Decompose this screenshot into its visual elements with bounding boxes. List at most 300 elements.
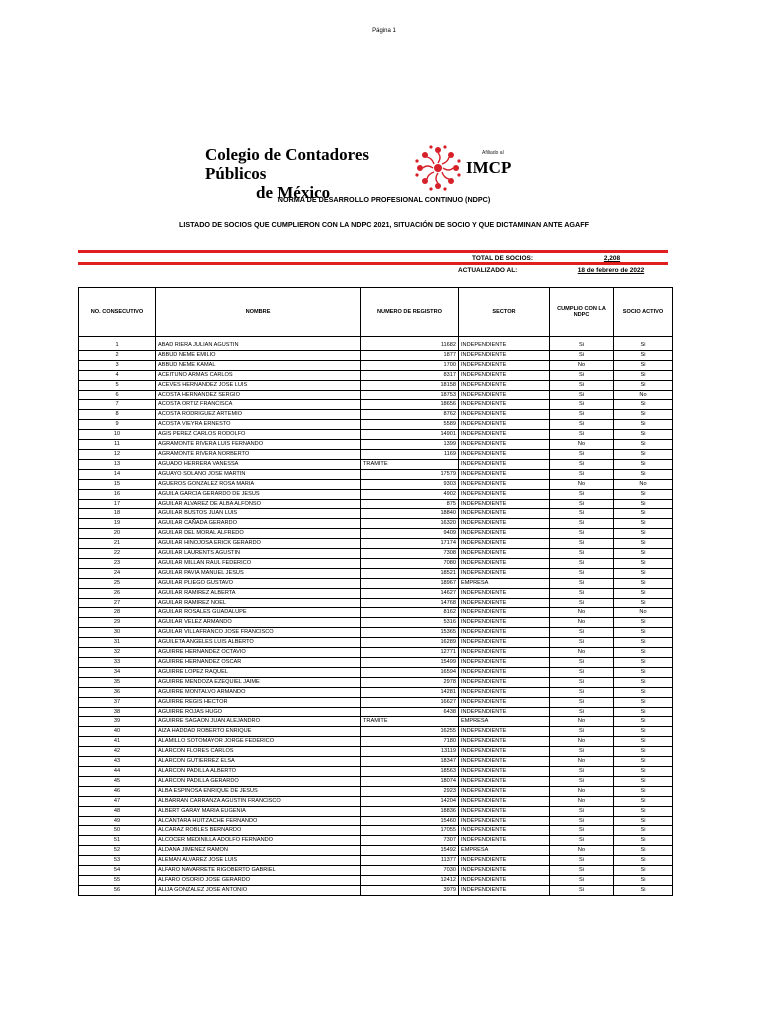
registration-status: TRAMITE xyxy=(363,460,388,467)
cell-active-member: Si xyxy=(614,885,673,895)
cell-sector: INDEPENDIENTE xyxy=(459,707,550,717)
cell-active-member: Si xyxy=(614,568,673,578)
total-members-label: TOTAL DE SOCIOS: xyxy=(472,255,534,262)
table-row xyxy=(79,449,673,459)
cell-registration xyxy=(361,459,459,469)
cell-active-member: Si xyxy=(614,766,673,776)
cell-name: AGUILETA ANGELES LUIS ALBERTO xyxy=(156,638,361,648)
cell-active-member: Si xyxy=(614,440,673,450)
registration-number: 4902 xyxy=(443,490,456,497)
cell-ndpc-compliance: Si xyxy=(550,469,614,479)
cell-ndpc-compliance: Si xyxy=(550,638,614,648)
column-header-consecutive: NO. CONSECUTIVO xyxy=(79,288,156,337)
cell-ndpc-compliance: Si xyxy=(550,687,614,697)
cell-sector: INDEPENDIENTE xyxy=(459,677,550,687)
cell-registration xyxy=(361,539,459,549)
table-row xyxy=(79,727,673,737)
registration-number: 1700 xyxy=(443,361,456,368)
cell-consecutive: 32 xyxy=(79,648,156,658)
cell-sector: INDEPENDIENTE xyxy=(459,440,550,450)
cell-name: AGRAMONTE RIVERA LUIS FERNANDO xyxy=(156,440,361,450)
cell-ndpc-compliance: Si xyxy=(550,549,614,559)
cell-registration xyxy=(361,410,459,420)
cell-name: AGUAYO SOLANO JOSE MARTIN xyxy=(156,469,361,479)
cell-sector: INDEPENDIENTE xyxy=(459,776,550,786)
cell-active-member: Si xyxy=(614,410,673,420)
cell-consecutive: 16 xyxy=(79,489,156,499)
cell-consecutive: 19 xyxy=(79,519,156,529)
cell-active-member: Si xyxy=(614,727,673,737)
cell-ndpc-compliance: No xyxy=(550,717,614,727)
cell-ndpc-compliance: Si xyxy=(550,806,614,816)
table-row xyxy=(79,558,673,568)
cell-ndpc-compliance: Si xyxy=(550,509,614,519)
cell-active-member: Si xyxy=(614,509,673,519)
cell-consecutive: 23 xyxy=(79,558,156,568)
cell-registration xyxy=(361,786,459,796)
cell-active-member: Si xyxy=(614,459,673,469)
cell-ndpc-compliance: No xyxy=(550,846,614,856)
cell-sector: INDEPENDIENTE xyxy=(459,687,550,697)
cell-consecutive: 7 xyxy=(79,400,156,410)
cell-registration xyxy=(361,430,459,440)
cell-sector: INDEPENDIENTE xyxy=(459,697,550,707)
cell-name: AGUIRRE MONTALVO ARMANDO xyxy=(156,687,361,697)
cell-active-member: Si xyxy=(614,449,673,459)
cell-name: ACOSTA ORTIZ FRANCISCA xyxy=(156,400,361,410)
red-divider-top xyxy=(78,250,668,253)
table-row xyxy=(79,479,673,489)
cell-active-member: Si xyxy=(614,776,673,786)
cell-sector: INDEPENDIENTE xyxy=(459,875,550,885)
cell-consecutive: 9 xyxy=(79,420,156,430)
cell-ndpc-compliance: Si xyxy=(550,677,614,687)
cell-consecutive: 49 xyxy=(79,816,156,826)
cell-name: ABBUD NEME KAMAL xyxy=(156,360,361,370)
cell-ndpc-compliance: Si xyxy=(550,826,614,836)
cell-sector: INDEPENDIENTE xyxy=(459,360,550,370)
cell-sector: INDEPENDIENTE xyxy=(459,766,550,776)
table-row xyxy=(79,648,673,658)
cell-active-member: Si xyxy=(614,687,673,697)
cell-name: ALIJA GONZALEZ JOSE ANTONIO xyxy=(156,885,361,895)
cell-name: AGUIRRE HERNANDEZ OCTAVIO xyxy=(156,648,361,658)
table-row xyxy=(79,658,673,668)
registration-number: 13119 xyxy=(440,748,456,755)
cell-registration xyxy=(361,757,459,767)
cell-consecutive: 53 xyxy=(79,856,156,866)
updated-label: ACTUALIZADO AL: xyxy=(458,267,518,274)
registration-number: 8317 xyxy=(443,371,456,378)
cell-consecutive: 17 xyxy=(79,499,156,509)
cell-active-member: Si xyxy=(614,677,673,687)
table-row xyxy=(79,360,673,370)
cell-sector: INDEPENDIENTE xyxy=(459,539,550,549)
registration-number: 5589 xyxy=(443,421,456,428)
cell-sector: INDEPENDIENTE xyxy=(459,519,550,529)
cell-registration xyxy=(361,638,459,648)
cell-active-member: Si xyxy=(614,350,673,360)
institution-name xyxy=(205,145,405,202)
imcp-logo-text: IMCP xyxy=(466,158,512,177)
cell-sector: INDEPENDIENTE xyxy=(459,568,550,578)
cell-ndpc-compliance: Si xyxy=(550,707,614,717)
table-row xyxy=(79,816,673,826)
registration-number: 14204 xyxy=(440,797,456,804)
cell-registration xyxy=(361,697,459,707)
members-table xyxy=(78,287,673,896)
cell-name: AGUIRRE ROJAS HUGO xyxy=(156,707,361,717)
table-row xyxy=(79,687,673,697)
cell-name: AGUILAR LAURENTS AGUSTIN xyxy=(156,549,361,559)
cell-sector: EMPRESA xyxy=(459,578,550,588)
cell-ndpc-compliance: Si xyxy=(550,499,614,509)
cell-sector: INDEPENDIENTE xyxy=(459,430,550,440)
registration-number: 14768 xyxy=(440,599,456,606)
registration-number: 7308 xyxy=(443,550,456,557)
cell-consecutive: 54 xyxy=(79,866,156,876)
cell-sector: INDEPENDIENTE xyxy=(459,400,550,410)
cell-name: AGUILAR DEL MORAL ALFREDO xyxy=(156,529,361,539)
cell-registration xyxy=(361,390,459,400)
table-row xyxy=(79,459,673,469)
cell-consecutive: 40 xyxy=(79,727,156,737)
cell-consecutive: 38 xyxy=(79,707,156,717)
cell-ndpc-compliance: Si xyxy=(550,598,614,608)
cell-ndpc-compliance: No xyxy=(550,796,614,806)
registration-number: 18836 xyxy=(440,807,456,814)
cell-registration xyxy=(361,360,459,370)
registration-number: 16255 xyxy=(440,728,456,735)
cell-sector: INDEPENDIENTE xyxy=(459,806,550,816)
red-divider-bottom xyxy=(78,262,668,265)
cell-name: AGUIRRE LOPEZ RAQUEL xyxy=(156,667,361,677)
table-row xyxy=(79,390,673,400)
total-members-value: 2,208 xyxy=(603,255,621,262)
cell-consecutive: 36 xyxy=(79,687,156,697)
table-row xyxy=(79,350,673,360)
cell-name: ALDANA JIMENEZ RAMON xyxy=(156,846,361,856)
cell-active-member: Si xyxy=(614,737,673,747)
table-row xyxy=(79,866,673,876)
table-row xyxy=(79,549,673,559)
cell-active-member: Si xyxy=(614,499,673,509)
table-row xyxy=(79,469,673,479)
cell-registration xyxy=(361,618,459,628)
cell-sector: EMPRESA xyxy=(459,717,550,727)
cell-name: AGUILAR PAVIA MANUEL JESUS xyxy=(156,568,361,578)
cell-active-member: Si xyxy=(614,380,673,390)
cell-consecutive: 46 xyxy=(79,786,156,796)
registration-number: 18563 xyxy=(440,767,456,774)
cell-active-member: Si xyxy=(614,519,673,529)
table-row xyxy=(79,737,673,747)
cell-sector: EMPRESA xyxy=(459,846,550,856)
cell-active-member: Si xyxy=(614,539,673,549)
cell-sector: INDEPENDIENTE xyxy=(459,529,550,539)
cell-active-member: Si xyxy=(614,707,673,717)
table-row xyxy=(79,410,673,420)
cell-registration xyxy=(361,479,459,489)
cell-name: AGIS PEREZ CARLOS RODOLFO xyxy=(156,430,361,440)
cell-sector: INDEPENDIENTE xyxy=(459,459,550,469)
cell-active-member: Si xyxy=(614,866,673,876)
registration-number: 16289 xyxy=(440,639,456,646)
cell-ndpc-compliance: Si xyxy=(550,400,614,410)
cell-name: ALFARO OSORIO JOSE GERARDO xyxy=(156,875,361,885)
registration-number: 12771 xyxy=(440,649,456,656)
table-row xyxy=(79,826,673,836)
cell-ndpc-compliance: Si xyxy=(550,459,614,469)
cell-name: ACEITUNO ARMAS CARLOS xyxy=(156,370,361,380)
registration-status: TRAMITE xyxy=(363,718,388,725)
column-header-sector: SECTOR xyxy=(459,288,550,337)
table-row xyxy=(79,885,673,895)
cell-registration xyxy=(361,766,459,776)
table-row xyxy=(79,598,673,608)
cell-registration xyxy=(361,380,459,390)
cell-registration xyxy=(361,826,459,836)
cell-registration xyxy=(361,866,459,876)
cell-registration xyxy=(361,707,459,717)
cell-active-member: Si xyxy=(614,628,673,638)
table-body xyxy=(79,337,673,896)
cell-ndpc-compliance: Si xyxy=(550,568,614,578)
cell-sector: INDEPENDIENTE xyxy=(459,885,550,895)
cell-sector: INDEPENDIENTE xyxy=(459,410,550,420)
cell-active-member: Si xyxy=(614,598,673,608)
cell-name: ALARCON PADILLA ALBERTO xyxy=(156,766,361,776)
cell-registration xyxy=(361,529,459,539)
registration-number: 1877 xyxy=(443,351,456,358)
cell-ndpc-compliance: Si xyxy=(550,390,614,400)
table-row xyxy=(79,707,673,717)
cell-active-member: Si xyxy=(614,826,673,836)
cell-name: AGUILAR ROSALES GUADALUPE xyxy=(156,608,361,618)
registration-number: 15365 xyxy=(440,629,456,636)
registration-number: 18074 xyxy=(440,777,456,784)
cell-name: ACOSTA RODRIGUEZ ARTEMIO xyxy=(156,410,361,420)
cell-active-member: Si xyxy=(614,747,673,757)
cell-consecutive: 28 xyxy=(79,608,156,618)
cell-registration xyxy=(361,816,459,826)
cell-sector: INDEPENDIENTE xyxy=(459,638,550,648)
cell-registration xyxy=(361,776,459,786)
cell-sector: INDEPENDIENTE xyxy=(459,757,550,767)
registration-number: 16320 xyxy=(440,520,456,527)
cell-ndpc-compliance: Si xyxy=(550,529,614,539)
cell-registration xyxy=(361,499,459,509)
cell-registration xyxy=(361,608,459,618)
cell-sector: INDEPENDIENTE xyxy=(459,796,550,806)
cell-ndpc-compliance: No xyxy=(550,360,614,370)
cell-registration xyxy=(361,370,459,380)
cell-registration xyxy=(361,806,459,816)
cell-registration xyxy=(361,489,459,499)
cell-active-member: Si xyxy=(614,489,673,499)
cell-name: AGUEROS GONZALEZ ROSA MARIA xyxy=(156,479,361,489)
cell-ndpc-compliance: No xyxy=(550,618,614,628)
registration-number: 17055 xyxy=(440,827,456,834)
cell-consecutive: 2 xyxy=(79,350,156,360)
table-row xyxy=(79,519,673,529)
cell-sector: INDEPENDIENTE xyxy=(459,449,550,459)
cell-active-member: Si xyxy=(614,796,673,806)
cell-sector: INDEPENDIENTE xyxy=(459,816,550,826)
cell-active-member: Si xyxy=(614,648,673,658)
cell-sector: INDEPENDIENTE xyxy=(459,420,550,430)
cell-registration xyxy=(361,687,459,697)
cell-consecutive: 8 xyxy=(79,410,156,420)
cell-registration xyxy=(361,350,459,360)
cell-active-member: Si xyxy=(614,717,673,727)
cell-active-member: Si xyxy=(614,836,673,846)
table-row xyxy=(79,618,673,628)
cell-name: ACOSTA HERNANDEZ SERGIO xyxy=(156,390,361,400)
cell-active-member: Si xyxy=(614,658,673,668)
table-row xyxy=(79,766,673,776)
cell-registration xyxy=(361,588,459,598)
table-row xyxy=(79,747,673,757)
cell-registration xyxy=(361,875,459,885)
sun-emblem-logo-icon xyxy=(412,142,464,194)
cell-name: AGUIRRE SAGAON JUAN ALEJANDRO xyxy=(156,717,361,727)
cell-registration xyxy=(361,420,459,430)
cell-name: ALFARO NAVARRETE RIGOBERTO GABRIEL xyxy=(156,866,361,876)
cell-consecutive: 35 xyxy=(79,677,156,687)
updated-value: 18 de febrero de 2022 xyxy=(577,267,645,274)
cell-name: AGUILAR HINOJOSA ERICK GERARDO xyxy=(156,539,361,549)
cell-name: AGUILAR CAÑADA GERARDO xyxy=(156,519,361,529)
cell-registration xyxy=(361,717,459,727)
cell-active-member: Si xyxy=(614,549,673,559)
cell-active-member: Si xyxy=(614,341,673,350)
registration-number: 7180 xyxy=(443,738,456,745)
table-row xyxy=(79,380,673,390)
cell-active-member: Si xyxy=(614,529,673,539)
cell-ndpc-compliance: Si xyxy=(550,875,614,885)
cell-active-member: Si xyxy=(614,875,673,885)
table-row xyxy=(79,578,673,588)
cell-sector: INDEPENDIENTE xyxy=(459,866,550,876)
cell-name: AGUILAR VILLAFRANCO JOSE FRANCISCO xyxy=(156,628,361,638)
cell-name: AGUIRRE MENDOZA EZEQUIEL JAIME xyxy=(156,677,361,687)
cell-sector: INDEPENDIENTE xyxy=(459,667,550,677)
page-number-label: Página 1 xyxy=(372,28,396,34)
cell-consecutive: 25 xyxy=(79,578,156,588)
cell-ndpc-compliance: Si xyxy=(550,727,614,737)
column-header-name: NOMBRE xyxy=(156,288,361,337)
cell-sector: INDEPENDIENTE xyxy=(459,658,550,668)
cell-registration xyxy=(361,846,459,856)
registration-number: 9409 xyxy=(443,530,456,537)
cell-registration xyxy=(361,400,459,410)
cell-consecutive: 52 xyxy=(79,846,156,856)
registration-number: 18158 xyxy=(440,381,456,388)
table-row xyxy=(79,717,673,727)
cell-name: AGUILAR PLIEGO GUSTAVO xyxy=(156,578,361,588)
cell-active-member: Si xyxy=(614,786,673,796)
column-header-active-member: SOCIO ACTIVO xyxy=(614,288,673,337)
cell-ndpc-compliance: Si xyxy=(550,489,614,499)
cell-ndpc-compliance: Si xyxy=(550,747,614,757)
registration-number: 5316 xyxy=(443,619,456,626)
cell-consecutive: 6 xyxy=(79,390,156,400)
cell-ndpc-compliance: Si xyxy=(550,697,614,707)
cell-ndpc-compliance: Si xyxy=(550,558,614,568)
cell-registration xyxy=(361,796,459,806)
cell-name: ACEVES HERNANDEZ JOSE LUIS xyxy=(156,380,361,390)
table-row xyxy=(79,568,673,578)
cell-name: AGUILAR MILLAN RAUL FEDERICO xyxy=(156,558,361,568)
cell-ndpc-compliance: Si xyxy=(550,449,614,459)
registration-number: 7080 xyxy=(443,559,456,566)
cell-registration xyxy=(361,667,459,677)
cell-sector: INDEPENDIENTE xyxy=(459,341,550,350)
cell-sector: INDEPENDIENTE xyxy=(459,509,550,519)
cell-consecutive: 1 xyxy=(79,341,156,350)
table-row xyxy=(79,697,673,707)
cell-consecutive: 5 xyxy=(79,380,156,390)
cell-active-member: Si xyxy=(614,360,673,370)
document-title: NORMA DE DESARROLLO PROFESIONAL CONTINUO (NDPC) xyxy=(277,195,491,204)
cell-active-member: Si xyxy=(614,430,673,440)
cell-active-member: Si xyxy=(614,697,673,707)
cell-registration xyxy=(361,469,459,479)
cell-name: ALBERT GARAY MARIA EUGENIA xyxy=(156,806,361,816)
table-row xyxy=(79,628,673,638)
table-row xyxy=(79,539,673,549)
cell-sector: INDEPENDIENTE xyxy=(459,836,550,846)
registration-number: 18347 xyxy=(440,758,456,765)
cell-ndpc-compliance: Si xyxy=(550,588,614,598)
cell-sector: INDEPENDIENTE xyxy=(459,489,550,499)
cell-consecutive: 31 xyxy=(79,638,156,648)
cell-consecutive: 24 xyxy=(79,568,156,578)
cell-registration xyxy=(361,856,459,866)
cell-sector: INDEPENDIENTE xyxy=(459,826,550,836)
cell-name: AIZA HADDAD ROBERTO ENRIQUE xyxy=(156,727,361,737)
cell-ndpc-compliance: Si xyxy=(550,420,614,430)
registration-number: 8762 xyxy=(443,411,456,418)
cell-name: AGUIRRE REGIS HECTOR xyxy=(156,697,361,707)
cell-registration xyxy=(361,341,459,350)
cell-consecutive: 18 xyxy=(79,509,156,519)
table-row xyxy=(79,856,673,866)
cell-sector: INDEPENDIENTE xyxy=(459,558,550,568)
table-row xyxy=(79,776,673,786)
cell-name: AGRAMONTE RIVERA NORBERTO xyxy=(156,449,361,459)
registration-number: 15492 xyxy=(440,847,456,854)
registration-number: 16627 xyxy=(440,698,456,705)
table-row xyxy=(79,370,673,380)
table-row xyxy=(79,509,673,519)
cell-registration xyxy=(361,628,459,638)
cell-sector: INDEPENDIENTE xyxy=(459,727,550,737)
cell-consecutive: 50 xyxy=(79,826,156,836)
registration-number: 18656 xyxy=(440,401,456,408)
cell-registration xyxy=(361,727,459,737)
cell-registration xyxy=(361,568,459,578)
registration-number: 7030 xyxy=(443,867,456,874)
cell-active-member: Si xyxy=(614,578,673,588)
table-row xyxy=(79,489,673,499)
cell-ndpc-compliance: Si xyxy=(550,885,614,895)
cell-ndpc-compliance: Si xyxy=(550,380,614,390)
table-row xyxy=(79,846,673,856)
cell-ndpc-compliance: No xyxy=(550,479,614,489)
cell-ndpc-compliance: Si xyxy=(550,667,614,677)
